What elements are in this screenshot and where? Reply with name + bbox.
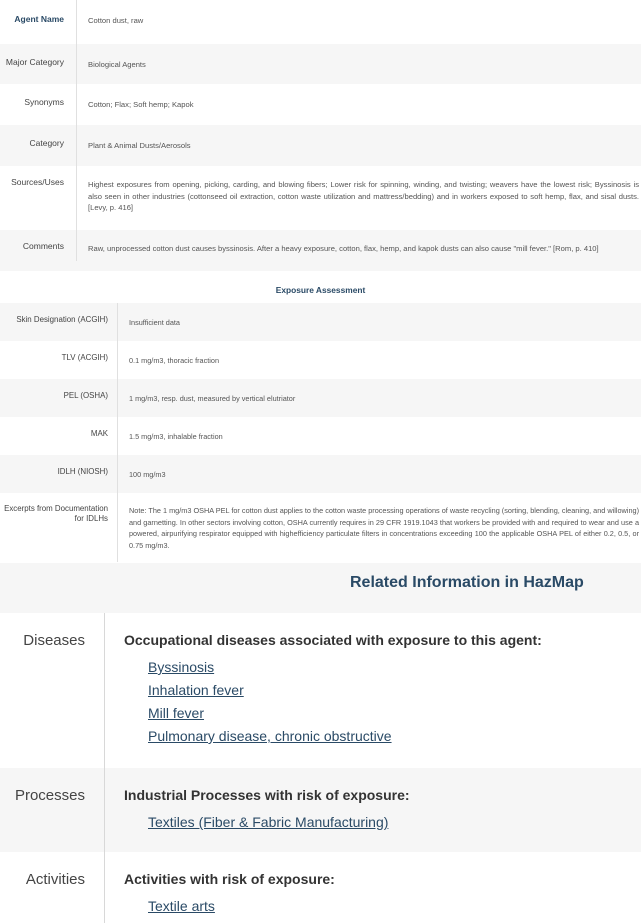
row-value: Plant & Animal Dusts/Aerosols [88,141,191,150]
skin-designation-row [0,303,641,341]
row-value: Highest exposures from opening, picking, carding, and blowing fibers; Lower risk for spinning, winding, and twisting; weavers have the lowest risk; Byssinosis is also seen in other industries (cottonseed oil extraction, cotton waste utilization and mattress/bedding) and in workers exposed to soft hemp, flax, and sisal dusts. [Levy, p. 416] [88,180,639,212]
section-label: Processes [0,768,105,852]
textiles-link[interactable]: Textiles (Fiber & Fabric Manufacturing) [148,814,389,830]
section-divider [0,261,641,271]
exposure-table [0,303,641,562]
row-label: Category [0,125,77,166]
section-content [105,852,641,923]
row-value: 1.5 mg/m3, inhalable fraction [129,432,223,441]
row-label: PEL (OSHA) [0,379,118,417]
pel-row [0,379,641,417]
row-value: Cotton dust, raw [88,16,144,25]
row-value: Insufficient data [129,318,180,327]
mak-row [0,417,641,455]
tlv-row [0,341,641,379]
section-heading: Occupational diseases associated with exposure to this agent: [124,632,542,648]
copd-link[interactable]: Pulmonary disease, chronic obstructive [148,728,392,744]
section-label: Diseases [0,613,105,768]
row-label: Excerpts from Documentation for IDLHs [0,493,118,562]
section-heading: Activities with risk of exposure: [124,871,335,887]
row-label: IDLH (NIOSH) [0,455,118,493]
row-label: Sources/Uses [0,166,77,230]
row-label: Skin Designation (ACGIH) [0,303,118,341]
comments-row [0,230,641,261]
byssinosis-link[interactable]: Byssinosis [148,659,215,675]
mill-fever-link[interactable]: Mill fever [148,705,205,721]
activities-section [0,852,641,923]
related-info-table [0,613,641,923]
row-label: Comments [0,230,77,261]
row-label: TLV (ACGIH) [0,341,118,379]
category-row [0,125,641,166]
row-value: 1 mg/m3, resp. dust, measured by vertical elutriator [129,394,296,403]
row-value: Cotton; Flax; Soft hemp; Kapok [88,100,194,109]
row-value: 0.1 mg/m3, thoracic fraction [129,356,220,365]
idlh-documentation-row [0,493,641,562]
textile-arts-link[interactable]: Textile arts [148,898,215,914]
row-label: Synonyms [0,84,77,125]
section-content [105,613,641,768]
inhalation-fever-link[interactable]: Inhalation fever [148,682,244,698]
processes-section [0,768,641,852]
row-value: 100 mg/m3 [129,470,166,479]
diseases-section [0,613,641,768]
agent-details-table [0,0,641,261]
section-label: Activities [0,852,105,923]
major-category-row [0,44,641,84]
section-content [105,768,641,852]
synonyms-row [0,84,641,125]
exposure-assessment-title: Exposure Assessment [275,285,366,295]
row-label: Agent Name [0,0,77,44]
sources-uses-row [0,166,641,230]
related-info-title: Related Information in HazMap [350,574,584,591]
row-value: Biological Agents [88,60,146,69]
row-label: Major Category [0,44,77,84]
row-value: Raw, unprocessed cotton dust causes byssinosis. After a heavy exposure, cotton, flax, hemp, and kapok dusts can also cause "mill fever." [Rom, p. 410] [88,244,599,253]
section-heading: Industrial Processes with risk of exposure: [124,787,410,803]
idlh-row [0,455,641,493]
agent-name-row [0,0,641,44]
row-value: Note: The 1 mg/m3 OSHA PEL for cotton dust applies to the cotton waste processing operations of waste recycling (sorting, blending, cleaning, and willowing) and garnetting. In other sectors involving cotton, OSHA currently requires in 29 CFR 1919.1043 that workers be provided with and required to wear and use a powered, airpurifying respirator equipped with highefficiency particulate filters in concentrations exceeding 100 the applicable OSHA PEL of either 0.2, 0.5, or 0.75 mg/m3. [129,506,639,550]
row-label: MAK [0,417,118,455]
